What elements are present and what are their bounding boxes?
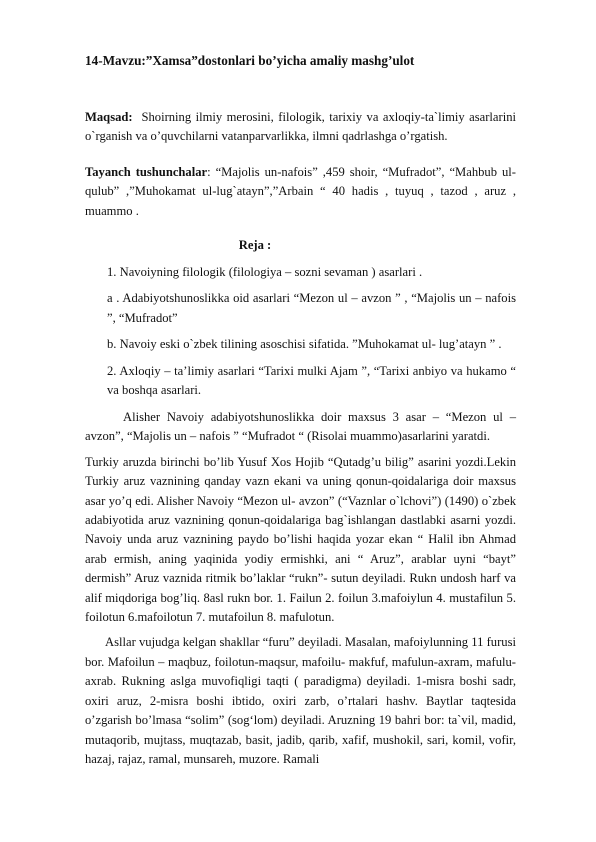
plan-item: 2. Axloqiy – ta’limiy asarlari “Tarixi mulki Ajam ”, “Tarixi anbiyo va hukamo “ va boshqa asarlari. xyxy=(107,363,516,398)
plan-list xyxy=(107,263,516,400)
body-paragraph: Asllar vujudga kelgan shakllar “furu” deyiladi. Masalan, mafoiylunning 11 furusi bor. Mafoilun – maqbuz, foilotun-maqsur, mafoilu- makfuf, mafulun-axram, mafulu- axrab. Rukning aslga muvofiqligi taqti ( paradigma) deyiladi. 1-misra boshi sadr, oxiri aruz, 2-misra boshi ibtido, oxiri zarb, o’rtalari hashv. Baytlar taqtesida o’zgarish bo’lmasa “solim” (sog‘lom) deyiladi. Aruzning 19 bahri bor: ta`vil, madid, mutaqorib, mujtass, muqtazab, basit, jadib, qarib, xafif, mushokil, sari, komil, vofir, hazaj, rajaz, ramal, munsareh, muzore. Ramali xyxy=(85,635,516,766)
document-title: 14-Mavzu:”Xamsa”dostonlari bo’yicha amaliy mashg’ulot xyxy=(85,53,415,68)
plan-item: a . Adabiyotshunoslikka oid asarlari “Mezon ul – avzon ” , “Majolis un – nafois ”, “Mufradot” xyxy=(107,291,516,325)
body-text xyxy=(85,408,516,769)
goal-text: Shoirning ilmiy merosini, filologik, tarixiy va axloqiy-ta`limiy asarlarini o`rganish va o’quvchilarni vatanparvarlikka, ilmni qadrlashga o’rgatish. xyxy=(85,110,516,144)
key-concepts-text: : “Majolis un-nafois” ,459 shoir, “Mufradot”, “Mahbub ul-qulub” ,”Muhokamat ul-lug`atayn”,”Arbain “ 40 hadis , tuyuq , tazod , aruz , muammo . xyxy=(85,165,516,218)
body-paragraph: Turkiy aruzda birinchi bo’lib Yusuf Xos Hojib “Qutadg’u bilig” asarini yozdi.Lekin Turkiy aruz vaznining qanday vazn ekani va uning qonun-qoidalariga doir maxsus asar yo’q edi. Alisher Navoiy “Mezon ul- avzon” (“Vaznlar o`lchovi”) (1490) o`zbek adabiyotida aruz vaznining qonun-qoidalariga bag`ishlangan dastlabki asarni yozdi. Navoiy unda aruz vaznining paydo bo’lishi haqida yozar ekan “ Halil ibn Ahmad arab ermish, aning yaqinida yodiy ermishki, ani “ Aruz”, arablar uyni “bayt” dermish” Aruz vaznida ritmik bo’laklar “rukn”- sutun deyiladi. Rukn undosh harf va alif miqdoriga bog’liq. 8asl rukn bor. 1. Failun 2. foilun 3.mafoiylun 4. mustafilun 5. foilotun 6.mafoilotun 7. mutafoilun 8. mafulotun. xyxy=(85,454,516,625)
plan-heading-wrap xyxy=(85,236,425,255)
key-concepts-label: Tayanch tushunchalar xyxy=(85,165,208,179)
key-concepts-paragraph xyxy=(85,163,516,221)
plan-item: b. Navoiy eski o`zbek tilining asoschisi sifatida. ”Muhokamat ul- lug’atayn ” . xyxy=(107,337,502,352)
goal-label: Maqsad: xyxy=(85,110,133,124)
plan-heading: Reja : xyxy=(238,238,272,252)
goal-paragraph xyxy=(85,108,516,147)
plan-item: 1. Navoiyning filologik (filologiya – sozni sevaman ) asarlari . xyxy=(107,265,423,279)
body-paragraph: Alisher Navoiy adabiyotshunoslikka doir maxsus 3 asar – “Mezon ul – avzon”, “Majolis un – nafois ” “Mufradot “ (Risolai muammo)asarlarini yaratdi. xyxy=(85,410,516,444)
